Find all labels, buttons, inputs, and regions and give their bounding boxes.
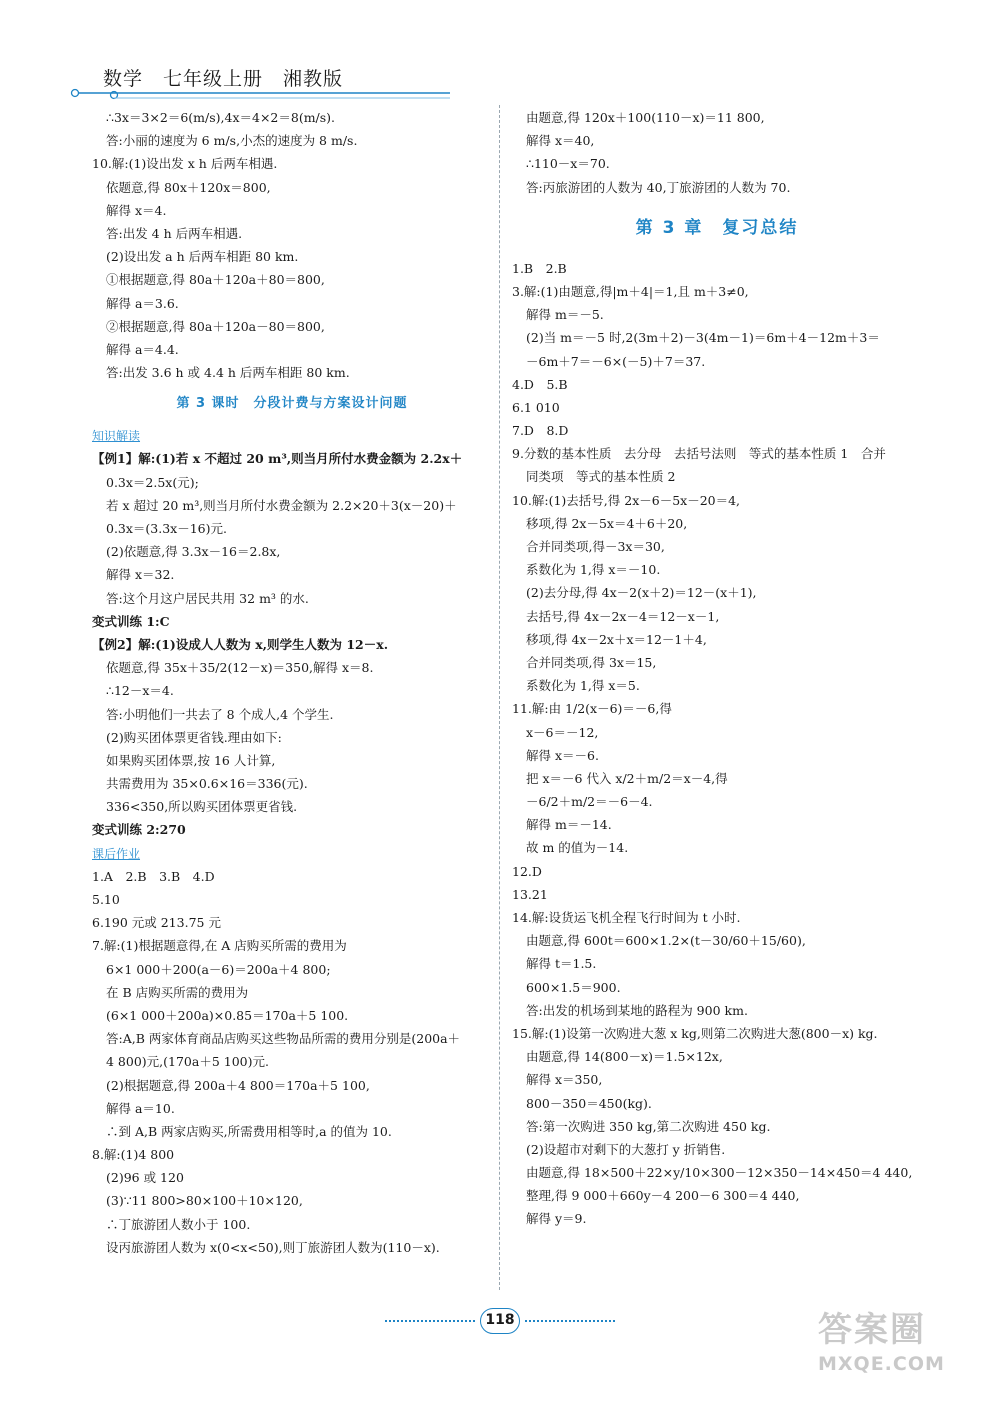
text-line: 由题意,得 18×500＋22×y/10×300－12×350－14×450＝4 440,	[526, 1165, 913, 1181]
text-line: (3)∵11 800>80×100＋10×120,	[106, 1193, 303, 1209]
text-line: 设丙旅游团人数为 x(0<x<50),则丁旅游团人数为(110－x).	[106, 1239, 440, 1255]
text-line: 800－350＝450(kg).	[526, 1095, 652, 1111]
text-line: 解得 a＝10.	[106, 1100, 175, 1116]
text-line: 移项,得 2x－5x＝4＋6＋20,	[526, 515, 688, 531]
text-line: 0.3x＝(3.3x－16)元.	[106, 521, 227, 536]
example-line: 变式训练 2:270	[92, 822, 186, 838]
text-line: ∴12－x＝4.	[106, 683, 174, 699]
text-line: (2)当 m＝－5 时,2(3m＋2)－3(4m－1)＝6m＋4－12m＋3＝	[526, 330, 880, 346]
text-line: ②根据题意,得 80a＋120a－80＝800,	[106, 318, 325, 334]
text-line: 6.190 元或 213.75 元	[92, 915, 221, 931]
text-line: 5.10	[92, 892, 120, 907]
text-line: 10.解:(1)去括号,得 2x－6－5x－20＝4,	[512, 492, 741, 508]
text-line: 如果购买团体票,按 16 人计算,	[106, 752, 276, 768]
text-line: (6×1 000＋200a)×0.85＝170a＋5 100.	[106, 1007, 349, 1023]
text-line: ∴丁旅游团人数小于 100.	[106, 1216, 251, 1232]
section-title: 第 3 课时 分段计费与方案设计问题	[176, 396, 408, 412]
text-line: (2)96 或 120	[106, 1170, 184, 1186]
text-line: 11.解:由 1/2(x－6)＝－6,得	[512, 701, 672, 717]
text-line: 1.A 2.B 3.B 4.D	[92, 868, 215, 884]
text-line: (2)设出发 a h 后两车相距 80 km.	[106, 249, 299, 265]
example-line: 【例2】解:(1)设成人人数为 x,则学生人数为 12－x.	[92, 636, 389, 652]
text-line: 6×1 000＋200(a－6)＝200a＋4 800;	[106, 961, 331, 977]
text-line: 解得 x＝4.	[106, 202, 167, 218]
text-line: 12.D	[512, 863, 542, 879]
text-line: (2)去分母,得 4x－2(x＋2)＝12－(x＋1),	[526, 585, 757, 601]
text-line: 0.3x＝2.5x(元);	[106, 474, 199, 490]
watermark-logo	[818, 1310, 988, 1390]
footer-dots-left	[385, 1320, 475, 1322]
chapter-title: 第 3 章 复习总结	[635, 217, 799, 238]
text-line: 1.B 2.B	[512, 260, 567, 276]
text-line: 依题意,得 80x＋120x＝800,	[106, 179, 271, 195]
text-line: 依题意,得 35x＋35/2(12－x)＝350,解得 x＝8.	[106, 660, 374, 676]
text-line: 合并同类项,得 3x＝15,	[526, 654, 657, 670]
text-line: 由题意,得 120x＋100(110－x)＝11 800,	[526, 110, 765, 125]
right-column	[512, 106, 922, 1231]
section-label-text: 知识解读	[92, 429, 141, 444]
text-line: 故 m 的值为－14.	[526, 840, 629, 856]
text-line: 解得 a＝3.6.	[106, 295, 179, 311]
text-line: 答:丙旅游团的人数为 40,丁旅游团的人数为 70.	[526, 179, 791, 195]
page-header-title: 数学 七年级上册 湘教版	[103, 68, 344, 90]
text-line: (2)依题意,得 3.3x－16＝2.8x,	[106, 544, 281, 560]
footer-dots-right	[525, 1320, 615, 1322]
text-line: 8.解:(1)4 800	[92, 1147, 175, 1163]
text-line: 600×1.5＝900.	[526, 979, 621, 995]
text-line: 解得 a＝4.4.	[106, 341, 179, 357]
text-line: 13.21	[512, 886, 548, 902]
text-line: 解得 x＝－6.	[526, 747, 599, 763]
text-line: 10.解:(1)设出发 x h 后两车相遇.	[92, 156, 278, 172]
column-divider	[499, 105, 500, 1290]
header-decorative-rule	[70, 86, 450, 100]
text-line: 答:第一次购进 350 kg,第二次购进 450 kg.	[526, 1118, 771, 1134]
text-line: 解得 x＝350,	[526, 1072, 603, 1088]
text-line: 系数化为 1,得 x＝－10.	[526, 562, 661, 578]
text-line: ∴3x＝3×2＝6(m/s),4x＝4×2＝8(m/s).	[106, 110, 336, 125]
text-line: 在 B 店购买所需的费用为	[106, 984, 249, 1000]
text-line: ①根据题意,得 80a＋120a＋80＝800,	[106, 272, 325, 288]
text-line: 去括号,得 4x－2x－4＝12－x－1,	[526, 608, 720, 624]
text-line: (2)根据题意,得 200a＋4 800＝170a＋5 100,	[106, 1077, 370, 1093]
text-line: 合并同类项,得－3x＝30,	[526, 539, 665, 554]
text-line: 把 x＝－6 代入 x/2＋m/2＝x－4,得	[526, 770, 728, 786]
page-number: 118	[480, 1308, 520, 1334]
text-line: －6m＋7＝－6×(－5)＋7＝37.	[526, 353, 706, 369]
text-line: 解得 x＝40,	[526, 133, 595, 149]
text-line: 解得 m＝－14.	[526, 817, 612, 833]
text-line: 由题意,得 600t＝600×1.2×(t－30/60＋15/60),	[526, 933, 806, 949]
text-line: 答:A,B 两家体育商品店购买这些物品所需的费用分别是(200a＋	[106, 1031, 461, 1047]
section-label-text: 课后作业	[92, 846, 141, 861]
text-line: 15.解:(1)设第一次购进大葱 x kg,则第二次购进大葱(800－x) kg.	[512, 1025, 878, 1041]
text-line: 3.解:(1)由题意,得|m＋4|＝1,且 m＋3≠0,	[512, 283, 749, 299]
text-line: 共需费用为 35×0.6×16＝336(元).	[106, 776, 308, 792]
text-line: 答:出发 4 h 后两车相遇.	[106, 225, 243, 241]
section-label	[92, 842, 492, 865]
watermark-text-cn: 答案圈	[818, 1310, 926, 1350]
text-line: 若 x 超过 20 m³,则当月所付水费金额为 2.2×20＋3(x－20)＋	[106, 497, 457, 513]
text-line: 4 800)元,(170a＋5 100)元.	[106, 1054, 269, 1070]
text-line: 7.解:(1)根据题意得,在 A 店购买所需的费用为	[92, 938, 347, 954]
text-line: 336<350,所以购买团体票更省钱.	[106, 799, 298, 815]
text-line: 9.分数的基本性质 去分母 去括号法则 等式的基本性质 1 合并	[512, 446, 886, 462]
text-line: x－6＝－12,	[526, 724, 599, 740]
text-line: 移项,得 4x－2x＋x＝12－1＋4,	[526, 631, 707, 647]
text-line: 同类项 等式的基本性质 2	[526, 469, 676, 485]
text-line: 整理,得 9 000＋660y－4 200－6 300＝4 440,	[526, 1188, 800, 1204]
left-column	[92, 106, 492, 1259]
text-line: 6.1 010	[512, 399, 560, 415]
example-line: 【例1】解:(1)若 x 不超过 20 m³,则当月所付水费金额为 2.2x＋	[92, 451, 463, 467]
text-line: 答:小明他们一共去了 8 个成人,4 个学生.	[106, 706, 334, 722]
text-line: 解得 m＝－5.	[526, 307, 604, 323]
text-line: 系数化为 1,得 x＝5.	[526, 678, 640, 694]
text-line: (2)购买团体票更省钱.理由如下:	[106, 729, 282, 745]
text-line: －6/2＋m/2＝－6－4.	[526, 794, 653, 810]
text-line: 解得 x＝32.	[106, 567, 175, 583]
example-line: 变式训练 1:C	[92, 613, 170, 629]
text-line: 解得 y＝9.	[526, 1211, 587, 1227]
text-line: 答:这个月这户居民共用 32 m³ 的水.	[106, 590, 309, 606]
text-line: (2)设超市对剩下的大葱打 y 折销售.	[526, 1141, 726, 1157]
text-line: 答:出发 3.6 h 或 4.4 h 后两车相距 80 km.	[106, 365, 350, 381]
text-line: ∴110－x＝70.	[526, 156, 610, 172]
text-line: 14.解:设货运飞机全程飞行时间为 t 小时.	[512, 910, 741, 925]
section-label	[92, 424, 492, 447]
text-line: 7.D 8.D	[512, 423, 569, 439]
text-line: 解得 t＝1.5.	[526, 956, 597, 972]
text-line: 由题意,得 14(800－x)＝1.5×12x,	[526, 1049, 723, 1065]
text-line: 答:出发的机场到某地的路程为 900 km.	[526, 1002, 748, 1018]
text-line: ∴到 A,B 两家店购买,所需费用相等时,a 的值为 10.	[106, 1123, 392, 1139]
text-line: 答:小丽的速度为 6 m/s,小杰的速度为 8 m/s.	[106, 133, 358, 149]
text-line: 4.D 5.B	[512, 376, 568, 392]
watermark-text-en: MXQE.COM	[818, 1353, 945, 1375]
